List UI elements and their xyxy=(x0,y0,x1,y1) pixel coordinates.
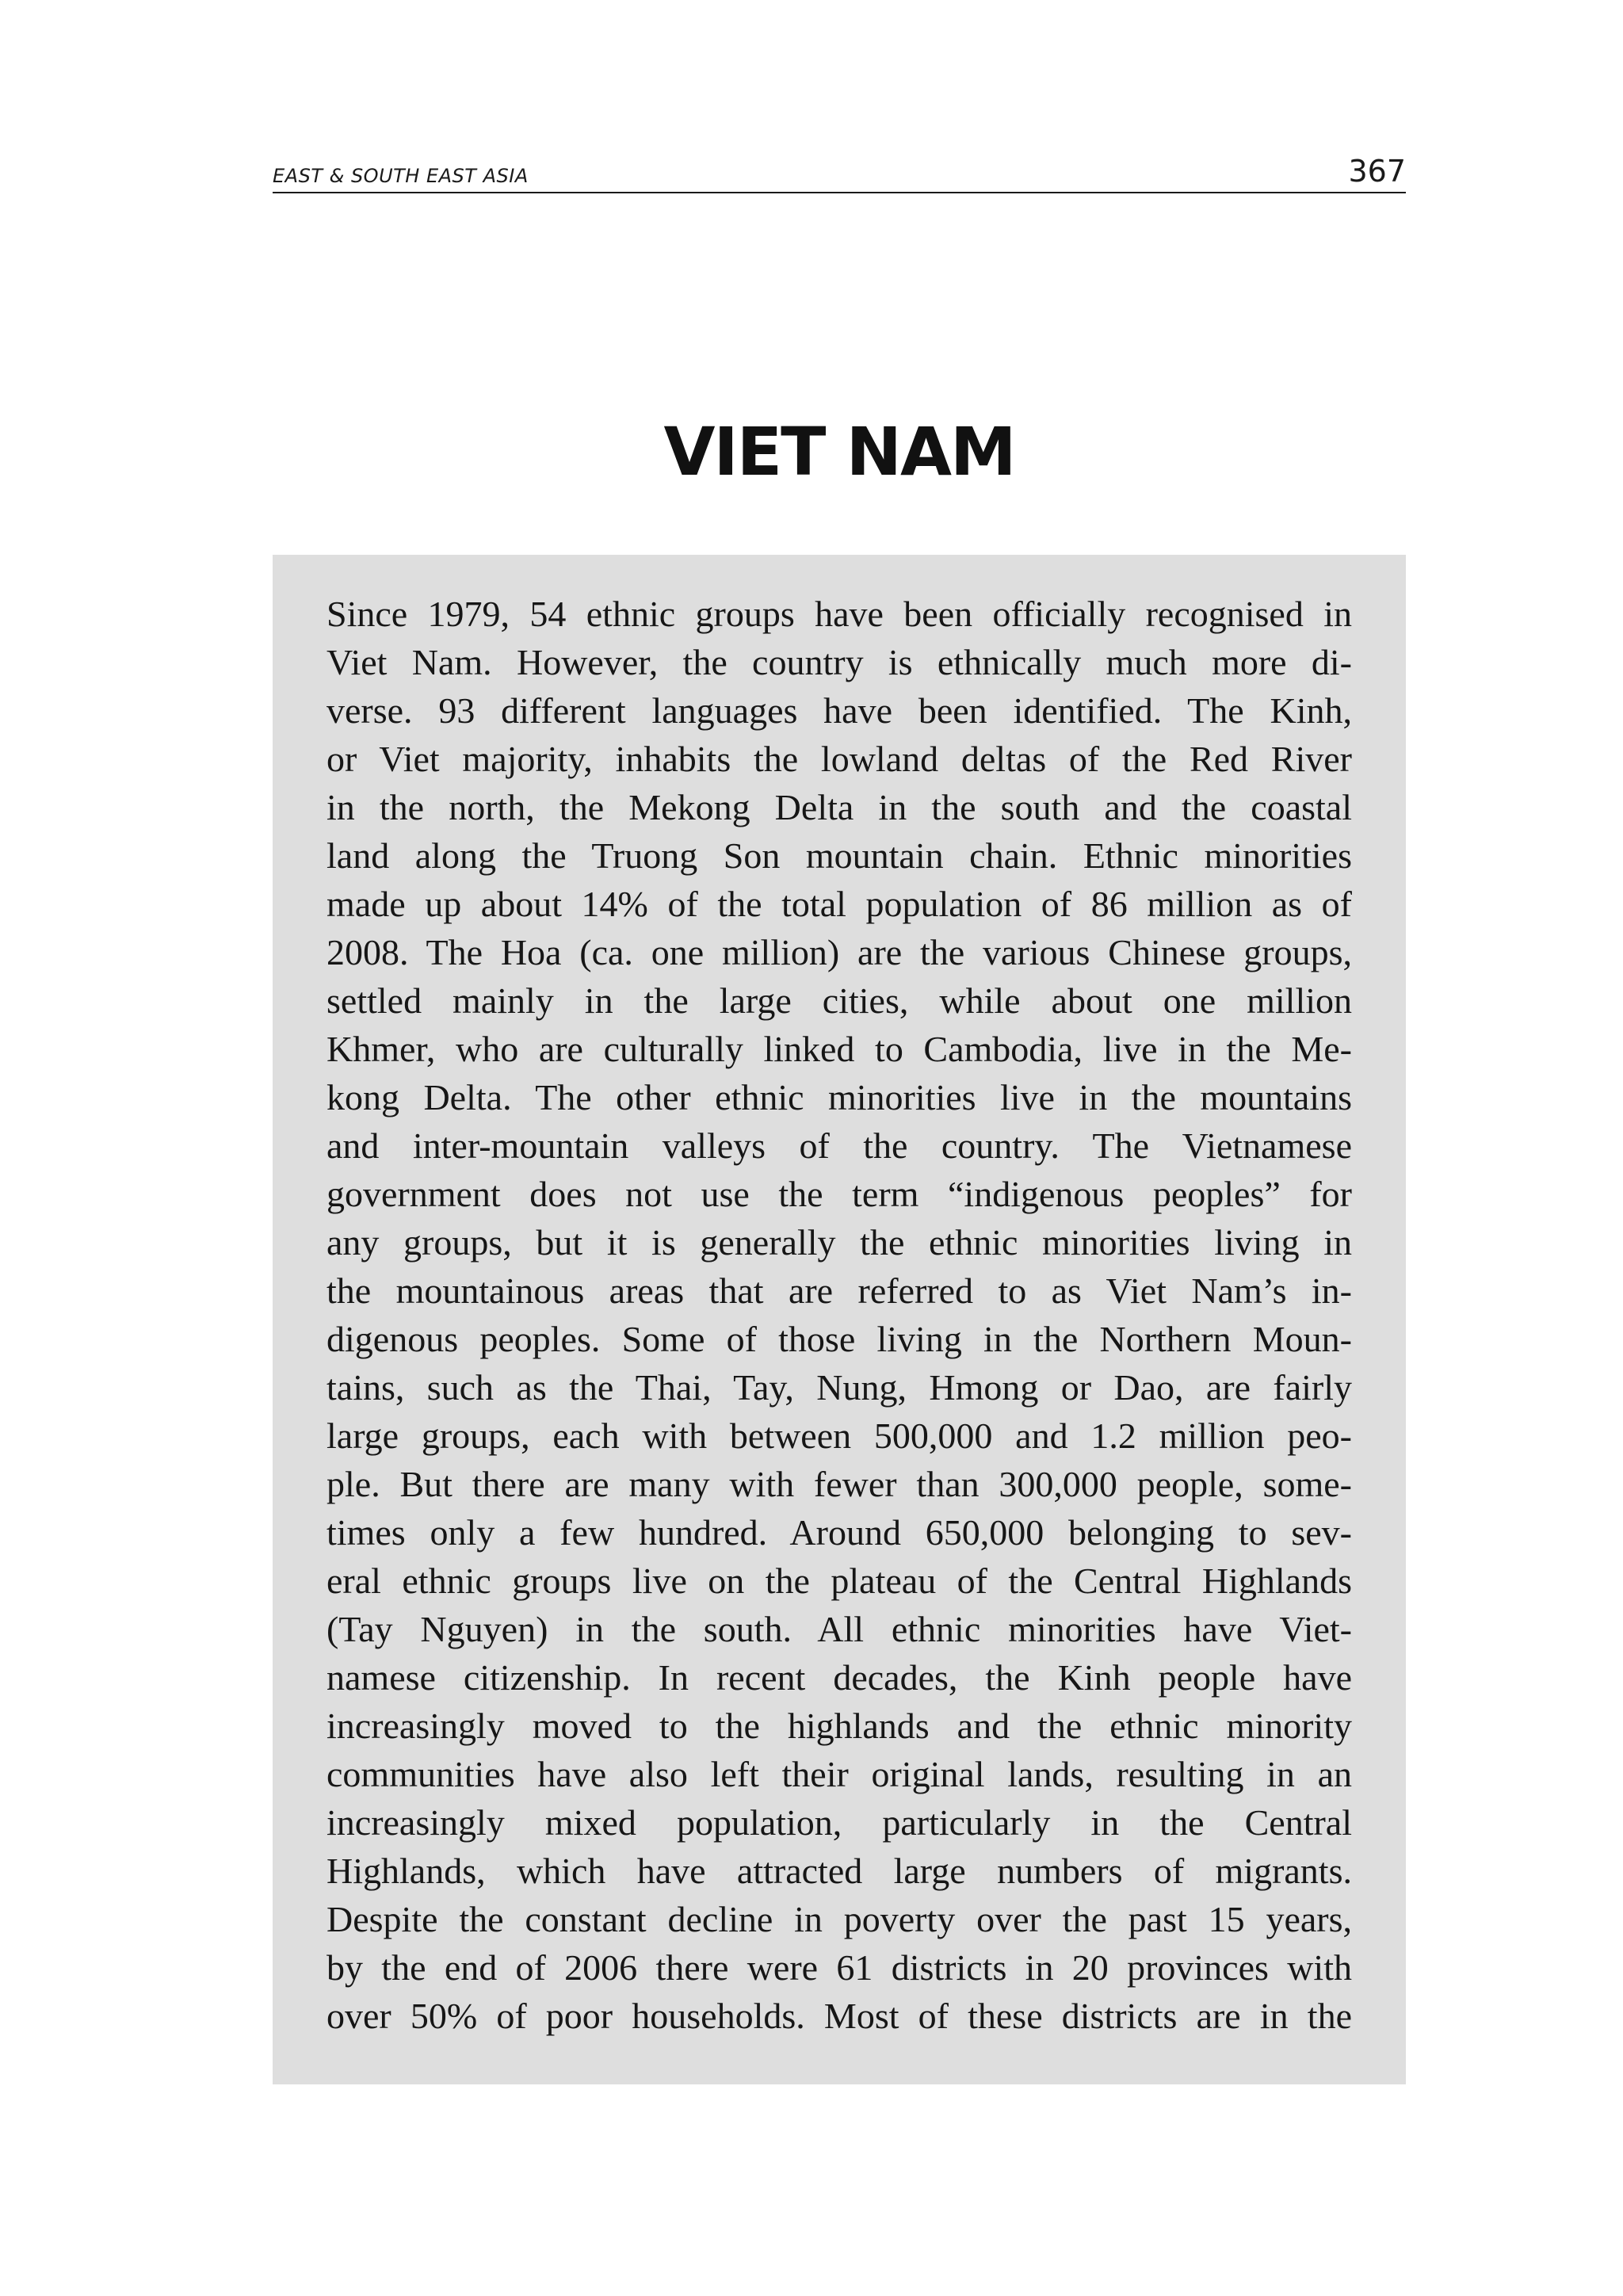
intro-line: namese citizenship. In recent decades, the Kinh people have xyxy=(327,1657,1352,1698)
intro-line: Viet Nam. However, the country is ethnically much more di- xyxy=(327,642,1352,682)
page-number: 367 xyxy=(1348,154,1406,189)
intro-line: times only a few hundred. Around 650,000 belonging to sev- xyxy=(327,1512,1352,1553)
intro-paragraph xyxy=(327,590,1352,2040)
intro-line: increasingly mixed population, particularly in the Central xyxy=(327,1802,1352,1843)
intro-line: communities have also left their original lands, resulting in an xyxy=(327,1754,1352,1794)
intro-line: the mountainous areas that are referred to as Viet Nam’s in- xyxy=(327,1270,1352,1311)
intro-line: land along the Truong Son mountain chain. Ethnic minorities xyxy=(327,835,1352,876)
intro-line: in the north, the Mekong Delta in the south and the coastal xyxy=(327,787,1352,827)
chapter-title: VIET NAM xyxy=(663,413,1015,491)
intro-line: verse. 93 different languages have been identified. The Kinh, xyxy=(327,690,1352,731)
intro-line: by the end of 2006 there were 61 districts in 20 provinces with xyxy=(327,1947,1352,1988)
running-title: EAST & SOUTH EAST ASIA xyxy=(273,165,529,187)
intro-line: Highlands, which have attracted large numbers of migrants. xyxy=(327,1851,1352,1891)
intro-line: made up about 14% of the total population of 86 million as of xyxy=(327,884,1352,924)
intro-line: and inter-mountain valleys of the country. The Vietnamese xyxy=(327,1125,1352,1166)
intro-line: kong Delta. The other ethnic minorities live in the mountains xyxy=(327,1077,1352,1117)
intro-line: increasingly moved to the highlands and the ethnic minority xyxy=(327,1706,1352,1746)
intro-line: government does not use the term “indigenous peoples” for xyxy=(327,1174,1352,1214)
intro-line: over 50% of poor households. Most of these districts are in the xyxy=(327,1996,1352,2036)
intro-line: 2008. The Hoa (ca. one million) are the various Chinese groups, xyxy=(327,932,1352,972)
running-header xyxy=(273,151,1406,193)
intro-line: Despite the constant decline in poverty over the past 15 years, xyxy=(327,1899,1352,1939)
intro-line: (Tay Nguyen) in the south. All ethnic minorities have Viet- xyxy=(327,1609,1352,1649)
intro-line: Since 1979, 54 ethnic groups have been officially recognised in xyxy=(327,594,1352,634)
intro-line: large groups, each with between 500,000 and 1.2 million peo- xyxy=(327,1415,1352,1456)
intro-line: any groups, but it is generally the ethnic minorities living in xyxy=(327,1222,1352,1263)
intro-line: tains, such as the Thai, Tay, Nung, Hmong or Dao, are fairly xyxy=(327,1367,1352,1408)
intro-line: ple. But there are many with fewer than 300,000 people, some- xyxy=(327,1464,1352,1504)
intro-line: digenous peoples. Some of those living in the Northern Moun- xyxy=(327,1319,1352,1359)
intro-line: settled mainly in the large cities, while about one million xyxy=(327,980,1352,1021)
intro-line: eral ethnic groups live on the plateau of the Central Highlands xyxy=(327,1561,1352,1601)
intro-line: or Viet majority, inhabits the lowland deltas of the Red River xyxy=(327,739,1352,779)
intro-line: Khmer, who are culturally linked to Cambodia, live in the Me- xyxy=(327,1029,1352,1069)
intro-box xyxy=(273,555,1406,2084)
